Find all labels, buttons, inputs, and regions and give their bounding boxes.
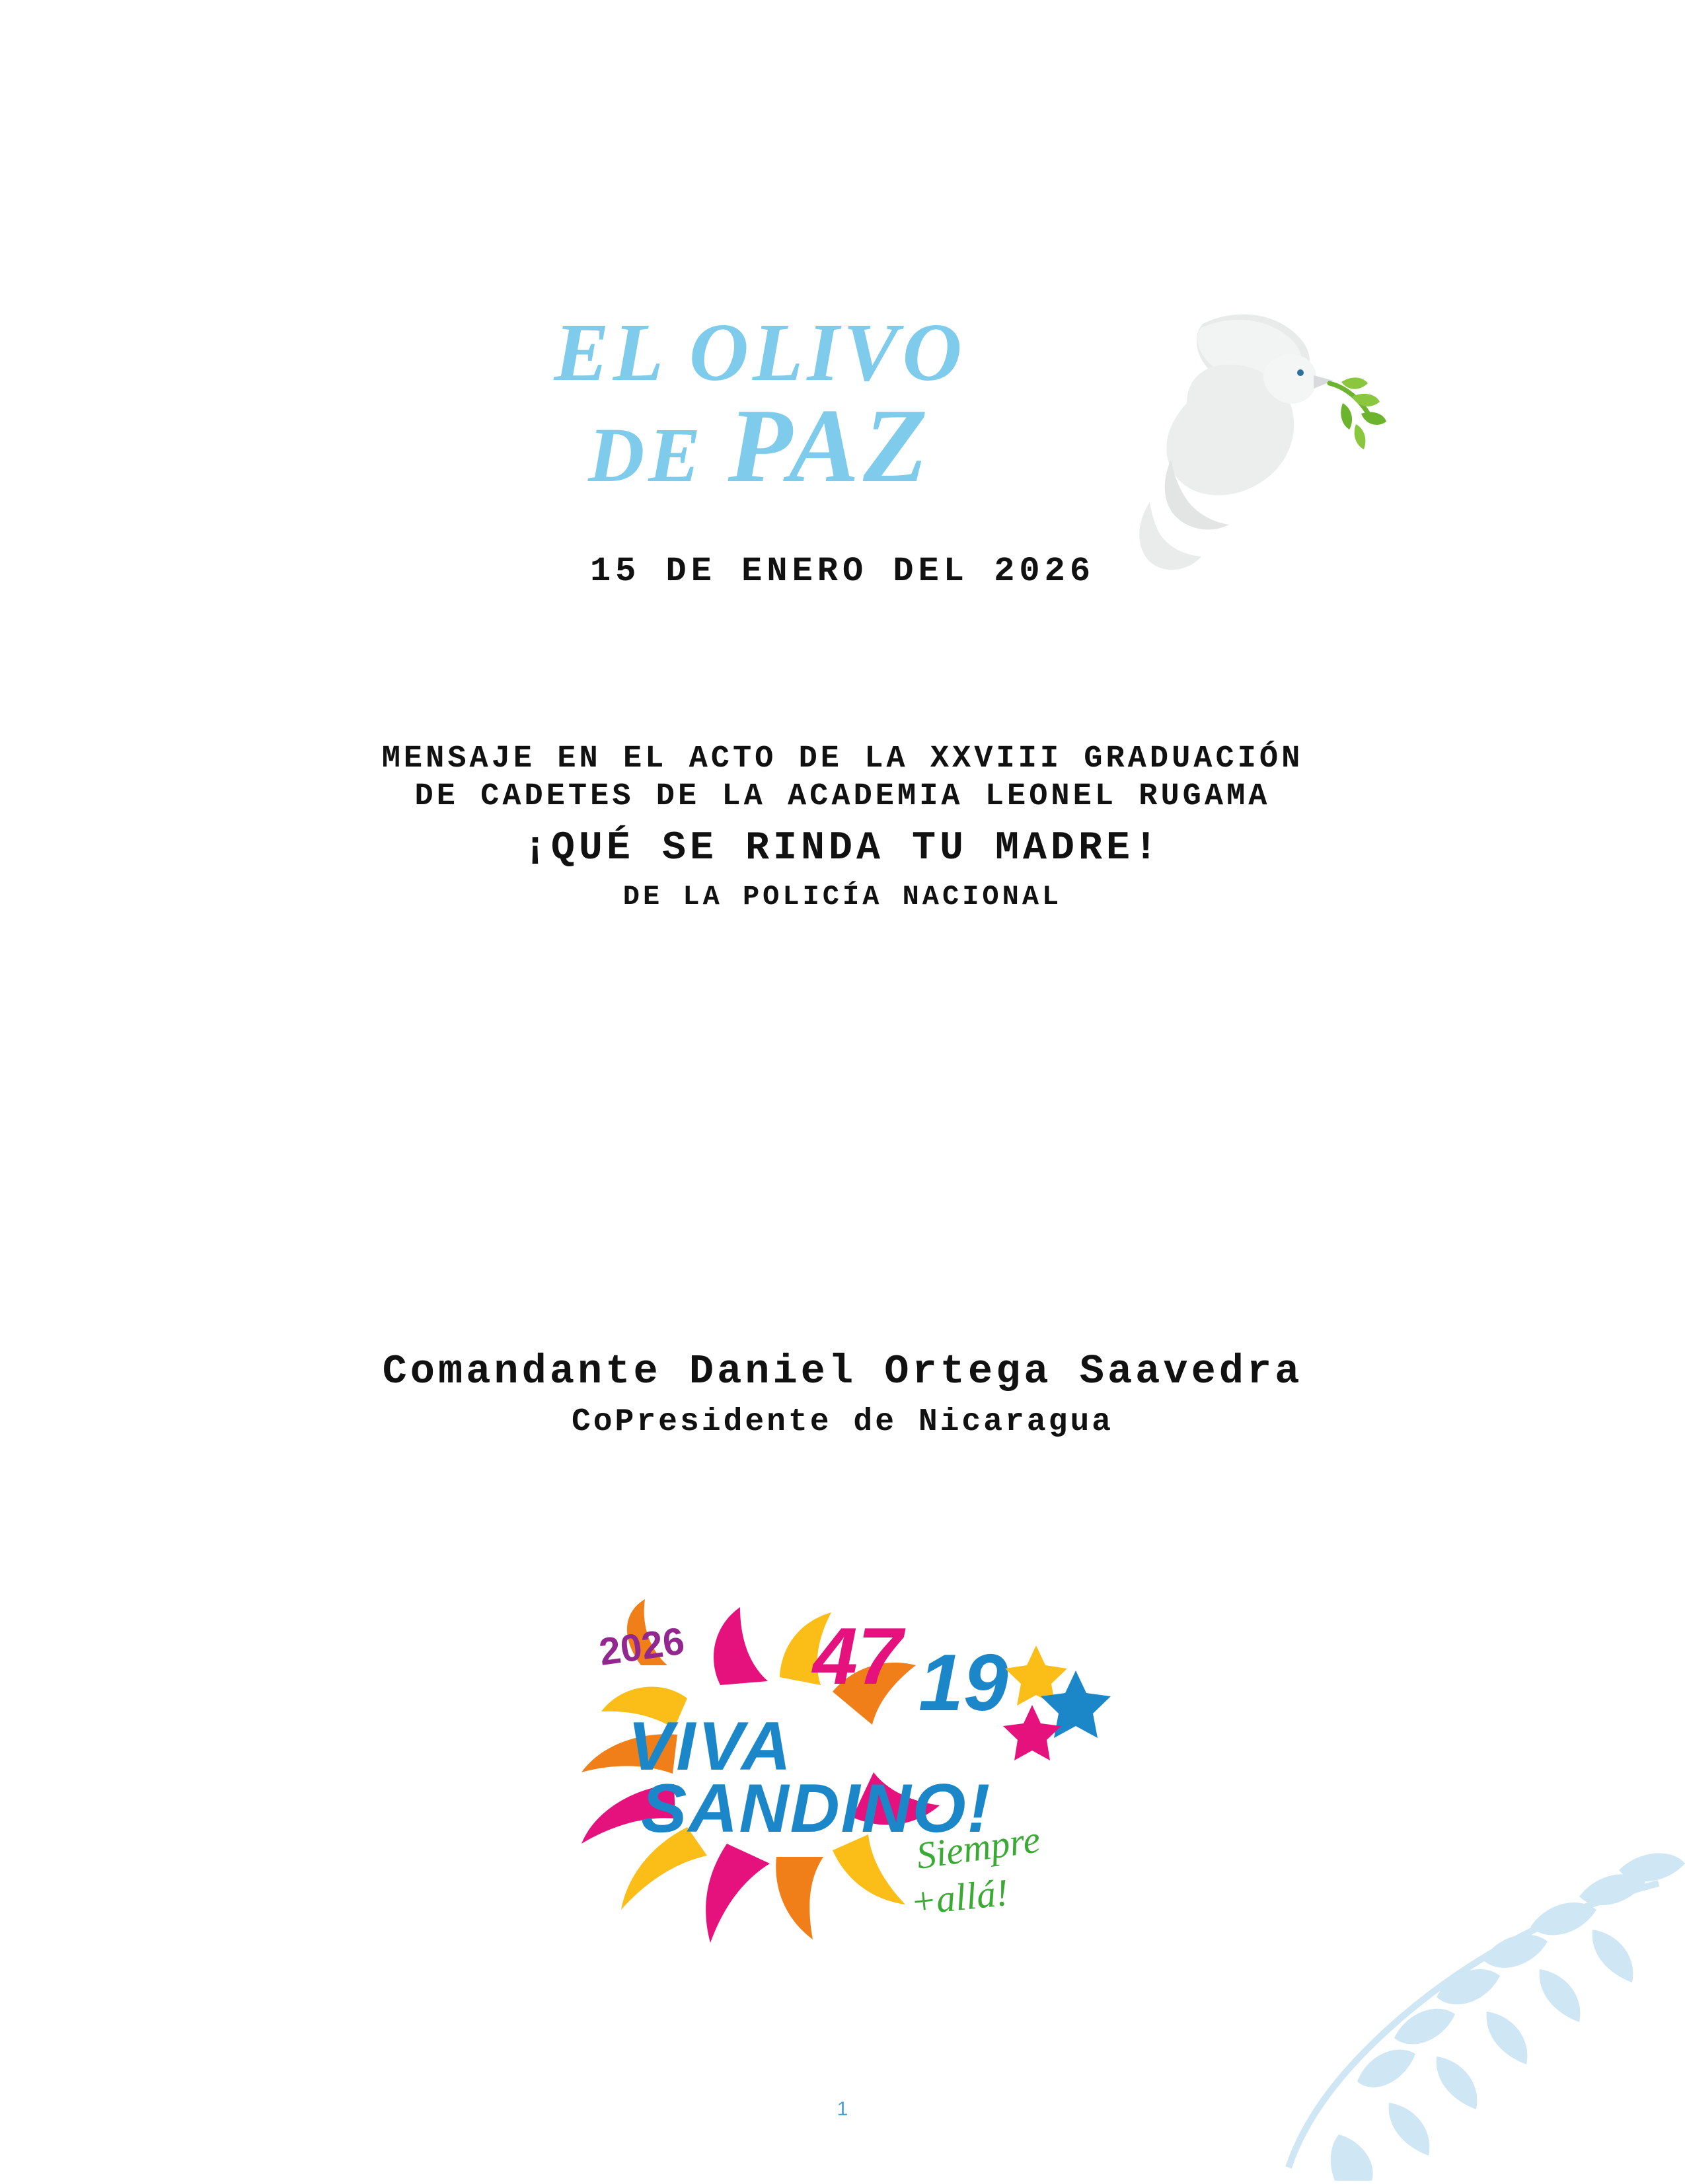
- emblem-tagline-1: Siempre: [913, 1817, 1043, 1877]
- logo-line-2-paz: PAZ: [728, 386, 932, 504]
- title-line-4-institution: DE LA POLICÍA NACIONAL: [622, 880, 1063, 913]
- logo-line-2: [344, 386, 1176, 504]
- emblem-number-19: 19: [918, 1638, 1008, 1727]
- emblem-number-47: 47: [813, 1611, 903, 1701]
- dove-with-olive-branch-icon: [1123, 304, 1388, 582]
- emblem-viva: VIVA: [628, 1708, 794, 1785]
- title-line-3-slogan: ¡QUÉ SE RINDA TU MADRE!: [523, 825, 1162, 871]
- signature-block: [0, 1348, 1685, 1440]
- emblem-year: 2026: [596, 1619, 687, 1674]
- title-line-1: MENSAJE EN EL ACTO DE LA XXVIII GRADUACIÓN: [381, 741, 1304, 776]
- signatory-name: Comandante Daniel Ortega Saavedra: [382, 1348, 1303, 1395]
- page-number: 1: [837, 2098, 848, 2120]
- emblem-tagline-2: +allá!: [908, 1870, 1011, 1924]
- date-line: 15 DE ENERO DEL 2026: [589, 552, 1096, 591]
- viva-sandino-emblem: [522, 1599, 1163, 1949]
- olive-branch-watermark-icon: [1156, 1811, 1685, 2181]
- logo-line-1: EL OLIVO: [554, 307, 966, 398]
- signatory-role: CoPresidente de Nicaragua: [571, 1404, 1114, 1440]
- header-logo: [0, 152, 1685, 504]
- document-title-block: [0, 740, 1685, 915]
- title-line-2: DE CADETES DE LA ACADEMIA LEONEL RUGAMA: [414, 779, 1271, 815]
- logo-wordmark: [344, 307, 1176, 504]
- logo-line-2-de: DE: [588, 411, 728, 498]
- emblem-sandino: SANDINO!: [641, 1770, 992, 1847]
